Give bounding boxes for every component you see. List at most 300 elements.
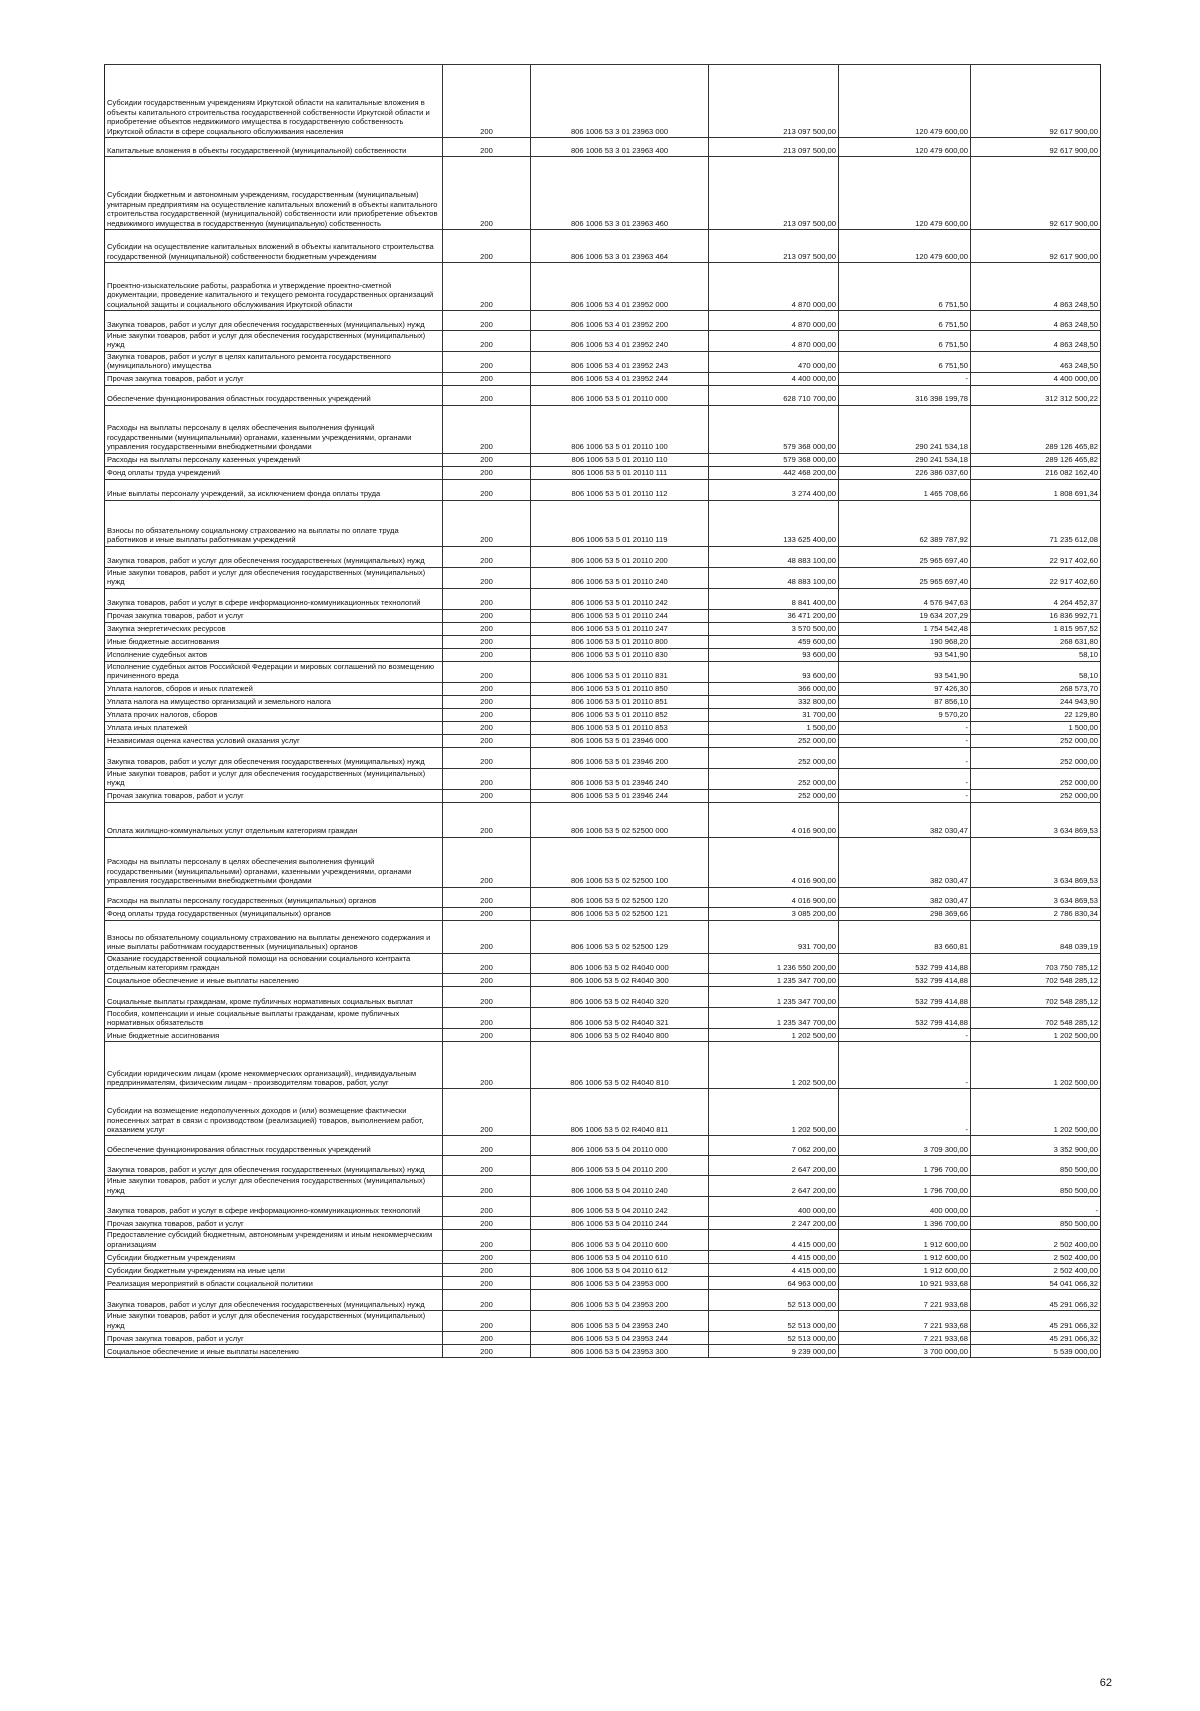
cell-approved: 31 700,00 — [709, 708, 839, 721]
cell-name: Уплата иных платежей — [105, 721, 443, 734]
cell-executed: - — [839, 1029, 971, 1042]
cell-cat: 200 — [443, 65, 531, 138]
cell-remainder: 850 500,00 — [971, 1176, 1101, 1197]
table-row — [105, 648, 1101, 661]
cell-executed: 400 000,00 — [839, 1197, 971, 1217]
cell-cat: 200 — [443, 1311, 531, 1332]
cell-approved: 52 513 000,00 — [709, 1332, 839, 1345]
cell-name: Субсидии бюджетным и автономным учреждениям, государственным (муниципальным) унитарным предприятиям на осуществление капитальных вложений в объекты капитального строительства государственной (муниципальной) собственности или приобретение объектов недвижимого имущества в государственную (муниципальную) собственность — [105, 157, 443, 230]
cell-cat: 200 — [443, 138, 531, 157]
cell-name: Расходы на выплаты персоналу в целях обеспечения выполнения функций государственными (муниципальными) органами, казенными учреждениями, органами управления государственными внебюджетными фондами — [105, 837, 443, 887]
cell-name: Иные бюджетные ассигнования — [105, 1029, 443, 1042]
cell-name: Обеспечение функционирования областных государственных учреждений — [105, 385, 443, 405]
table-row — [105, 230, 1101, 263]
cell-executed: 83 660,81 — [839, 920, 971, 953]
cell-executed: 532 799 414,88 — [839, 987, 971, 1008]
cell-approved: 8 841 400,00 — [709, 588, 839, 609]
cell-code: 806 1006 53 5 01 20110 850 — [531, 682, 709, 695]
cell-name: Уплата налогов, сборов и иных платежей — [105, 682, 443, 695]
cell-remainder: 2 502 400,00 — [971, 1264, 1101, 1277]
cell-name: Уплата прочих налогов, сборов — [105, 708, 443, 721]
cell-executed: 6 751,50 — [839, 351, 971, 372]
cell-remainder: 252 000,00 — [971, 747, 1101, 768]
cell-name: Закупка товаров, работ и услуг для обеспечения государственных (муниципальных) нужд — [105, 1290, 443, 1311]
cell-approved: 7 062 200,00 — [709, 1136, 839, 1156]
cell-remainder: 268 631,80 — [971, 635, 1101, 648]
cell-cat: 200 — [443, 453, 531, 466]
table-row — [105, 708, 1101, 721]
cell-executed: - — [839, 1042, 971, 1089]
cell-code: 806 1006 53 5 02 52500 121 — [531, 907, 709, 920]
cell-code: 806 1006 53 5 02 R4040 811 — [531, 1089, 709, 1136]
cell-approved: 1 202 500,00 — [709, 1089, 839, 1136]
cell-code: 806 1006 53 5 01 23946 200 — [531, 747, 709, 768]
cell-executed: 97 426,30 — [839, 682, 971, 695]
cell-executed: 1 796 700,00 — [839, 1156, 971, 1176]
cell-cat: 200 — [443, 974, 531, 987]
cell-executed: - — [839, 372, 971, 385]
cell-executed: 4 576 947,63 — [839, 588, 971, 609]
cell-code: 806 1006 53 5 01 23946 244 — [531, 789, 709, 802]
cell-cat: 200 — [443, 385, 531, 405]
table-row — [105, 953, 1101, 974]
table-body — [105, 65, 1101, 1358]
table-row — [105, 1042, 1101, 1089]
table-row — [105, 734, 1101, 747]
cell-code: 806 1006 53 5 01 20110 242 — [531, 588, 709, 609]
cell-name: Закупка товаров, работ и услуг в целях капитального ремонта государственного (муниципального) имущества — [105, 351, 443, 372]
cell-name: Пособия, компенсации и иные социальные выплаты гражданам, кроме публичных нормативных обязательств — [105, 1008, 443, 1029]
cell-code: 806 1006 53 5 01 20110 247 — [531, 622, 709, 635]
cell-remainder: 702 548 285,12 — [971, 987, 1101, 1008]
cell-name: Исполнение судебных актов Российской Федерации и мировых соглашений по возмещению причиненного вреда — [105, 661, 443, 682]
cell-executed: 532 799 414,88 — [839, 974, 971, 987]
cell-approved: 252 000,00 — [709, 768, 839, 789]
cell-cat: 200 — [443, 405, 531, 453]
cell-remainder: 1 202 500,00 — [971, 1089, 1101, 1136]
table-row — [105, 1345, 1101, 1358]
cell-approved: 2 247 200,00 — [709, 1217, 839, 1230]
table-row — [105, 311, 1101, 331]
cell-cat: 200 — [443, 479, 531, 500]
cell-remainder: 702 548 285,12 — [971, 974, 1101, 987]
cell-cat: 200 — [443, 1251, 531, 1264]
cell-executed: 10 921 933,68 — [839, 1277, 971, 1290]
cell-approved: 52 513 000,00 — [709, 1311, 839, 1332]
cell-approved: 442 468 200,00 — [709, 466, 839, 479]
cell-remainder: 2 502 400,00 — [971, 1251, 1101, 1264]
cell-remainder: 4 400 000,00 — [971, 372, 1101, 385]
cell-remainder: 268 573,70 — [971, 682, 1101, 695]
cell-remainder: 92 617 900,00 — [971, 138, 1101, 157]
table-row — [105, 453, 1101, 466]
cell-approved: 366 000,00 — [709, 682, 839, 695]
cell-name: Расходы на выплаты персоналу государственных (муниципальных) органов — [105, 887, 443, 907]
cell-code: 806 1006 53 5 02 R4040 000 — [531, 953, 709, 974]
cell-cat: 200 — [443, 1008, 531, 1029]
cell-executed: 25 965 697,40 — [839, 567, 971, 588]
cell-remainder: 289 126 465,82 — [971, 405, 1101, 453]
table-row — [105, 1176, 1101, 1197]
table-row — [105, 500, 1101, 546]
cell-code: 806 1006 53 4 01 23952 200 — [531, 311, 709, 331]
cell-code: 806 1006 53 5 04 20110 612 — [531, 1264, 709, 1277]
cell-remainder: 216 082 162,40 — [971, 466, 1101, 479]
cell-approved: 4 870 000,00 — [709, 331, 839, 352]
cell-name: Субсидии государственным учреждениям Иркутской области на капитальные вложения в объекты капитального строительства государственной собственности Иркутской области и приобретение объектов недвижимого имущества в государственную собственность Иркутской области в сфере социального обслуживания населения — [105, 65, 443, 138]
cell-name: Субсидии бюджетным учреждениям на иные цели — [105, 1264, 443, 1277]
cell-approved: 52 513 000,00 — [709, 1290, 839, 1311]
cell-cat: 200 — [443, 622, 531, 635]
cell-cat: 200 — [443, 1290, 531, 1311]
cell-cat: 200 — [443, 1332, 531, 1345]
cell-name: Субсидии юридическим лицам (кроме некоммерческих организаций), индивидуальным предпринимателям, физическим лицам - производителям товаров, работ, услуг — [105, 1042, 443, 1089]
cell-approved: 213 097 500,00 — [709, 65, 839, 138]
cell-name: Прочая закупка товаров, работ и услуг — [105, 1217, 443, 1230]
cell-approved: 3 085 200,00 — [709, 907, 839, 920]
table-row — [105, 331, 1101, 352]
table-row — [105, 802, 1101, 837]
cell-code: 806 1006 53 5 02 R4040 320 — [531, 987, 709, 1008]
table-row — [105, 138, 1101, 157]
cell-cat: 200 — [443, 1264, 531, 1277]
cell-name: Иные закупки товаров, работ и услуг для обеспечения государственных (муниципальных) нужд — [105, 768, 443, 789]
table-row — [105, 789, 1101, 802]
cell-approved: 3 274 400,00 — [709, 479, 839, 500]
cell-executed: 120 479 600,00 — [839, 138, 971, 157]
cell-remainder: 1 500,00 — [971, 721, 1101, 734]
cell-name: Прочая закупка товаров, работ и услуг — [105, 609, 443, 622]
cell-code: 806 1006 53 5 04 20110 244 — [531, 1217, 709, 1230]
table-row — [105, 987, 1101, 1008]
table-row — [105, 747, 1101, 768]
cell-code: 806 1006 53 5 01 20110 852 — [531, 708, 709, 721]
cell-code: 806 1006 53 5 01 20110 851 — [531, 695, 709, 708]
cell-cat: 200 — [443, 837, 531, 887]
cell-remainder: 244 943,90 — [971, 695, 1101, 708]
cell-executed: 298 369,66 — [839, 907, 971, 920]
cell-code: 806 1006 53 5 01 23946 240 — [531, 768, 709, 789]
cell-remainder: 58,10 — [971, 661, 1101, 682]
cell-code: 806 1006 53 5 02 52500 000 — [531, 802, 709, 837]
cell-name: Закупка товаров, работ и услуг для обеспечения государственных (муниципальных) нужд — [105, 747, 443, 768]
cell-name: Расходы на выплаты персоналу в целях обеспечения выполнения функций государственными (муниципальными) органами, казенными учреждениями, органами управления государственными внебюджетными фондами — [105, 405, 443, 453]
cell-cat: 200 — [443, 263, 531, 311]
budget-execution-table — [104, 64, 1101, 1358]
cell-name: Иные закупки товаров, работ и услуг для обеспечения государственных (муниципальных) нужд — [105, 1311, 443, 1332]
cell-code: 806 1006 53 5 01 20110 111 — [531, 466, 709, 479]
table-row — [105, 1136, 1101, 1156]
cell-approved: 252 000,00 — [709, 789, 839, 802]
cell-remainder: 3 634 869,53 — [971, 802, 1101, 837]
cell-remainder: 252 000,00 — [971, 789, 1101, 802]
cell-cat: 200 — [443, 331, 531, 352]
cell-approved: 1 202 500,00 — [709, 1042, 839, 1089]
table-row — [105, 65, 1101, 138]
table-row — [105, 1332, 1101, 1345]
cell-cat: 200 — [443, 372, 531, 385]
cell-code: 806 1006 53 5 01 20110 110 — [531, 453, 709, 466]
table-row — [105, 385, 1101, 405]
cell-code: 806 1006 53 3 01 23963 000 — [531, 65, 709, 138]
cell-code: 806 1006 53 5 04 23953 200 — [531, 1290, 709, 1311]
cell-code: 806 1006 53 4 01 23952 000 — [531, 263, 709, 311]
cell-executed: 120 479 600,00 — [839, 230, 971, 263]
cell-cat: 200 — [443, 466, 531, 479]
cell-cat: 200 — [443, 1345, 531, 1358]
cell-remainder: 58,10 — [971, 648, 1101, 661]
cell-executed: - — [839, 1089, 971, 1136]
table-row — [105, 1230, 1101, 1251]
cell-executed: 1 796 700,00 — [839, 1176, 971, 1197]
table-row — [105, 1264, 1101, 1277]
cell-remainder: 4 264 452,37 — [971, 588, 1101, 609]
cell-remainder: 54 041 066,32 — [971, 1277, 1101, 1290]
cell-name: Закупка товаров, работ и услуг в сфере информационно-коммуникационных технологий — [105, 588, 443, 609]
cell-executed: 316 398 199,78 — [839, 385, 971, 405]
cell-remainder: 71 235 612,08 — [971, 500, 1101, 546]
cell-code: 806 1006 53 5 02 R4040 800 — [531, 1029, 709, 1042]
cell-cat: 200 — [443, 311, 531, 331]
cell-name: Социальные выплаты гражданам, кроме публичных нормативных социальных выплат — [105, 987, 443, 1008]
table-row — [105, 920, 1101, 953]
cell-approved: 1 235 347 700,00 — [709, 974, 839, 987]
cell-cat: 200 — [443, 1176, 531, 1197]
cell-name: Независимая оценка качества условий оказания услуг — [105, 734, 443, 747]
cell-approved: 252 000,00 — [709, 734, 839, 747]
cell-approved: 4 016 900,00 — [709, 887, 839, 907]
cell-name: Капитальные вложения в объекты государственной (муниципальной) собственности — [105, 138, 443, 157]
cell-cat: 200 — [443, 1136, 531, 1156]
cell-name: Иные выплаты персоналу учреждений, за исключением фонда оплаты труда — [105, 479, 443, 500]
cell-executed: 62 389 787,92 — [839, 500, 971, 546]
cell-cat: 200 — [443, 157, 531, 230]
cell-name: Взносы по обязательному социальному страхованию на выплаты денежного содержания и иные выплаты работникам государственных (муниципальных) органов — [105, 920, 443, 953]
cell-executed: 19 634 207,29 — [839, 609, 971, 622]
cell-remainder: 252 000,00 — [971, 734, 1101, 747]
cell-cat: 200 — [443, 987, 531, 1008]
cell-approved: 470 000,00 — [709, 351, 839, 372]
table-row — [105, 405, 1101, 453]
cell-executed: 290 241 534,18 — [839, 405, 971, 453]
cell-code: 806 1006 53 5 01 20110 112 — [531, 479, 709, 500]
cell-approved: 4 415 000,00 — [709, 1230, 839, 1251]
cell-approved: 36 471 200,00 — [709, 609, 839, 622]
cell-remainder: 703 750 785,12 — [971, 953, 1101, 974]
cell-cat: 200 — [443, 609, 531, 622]
cell-name: Социальное обеспечение и иные выплаты населению — [105, 1345, 443, 1358]
cell-code: 806 1006 53 5 02 R4040 300 — [531, 974, 709, 987]
table-row — [105, 887, 1101, 907]
cell-remainder: 312 312 500,22 — [971, 385, 1101, 405]
cell-remainder: 22 917 402,60 — [971, 567, 1101, 588]
cell-approved: 3 570 500,00 — [709, 622, 839, 635]
cell-approved: 4 016 900,00 — [709, 802, 839, 837]
cell-name: Иные закупки товаров, работ и услуг для обеспечения государственных (муниципальных) нужд — [105, 1176, 443, 1197]
cell-approved: 579 368 000,00 — [709, 453, 839, 466]
cell-executed: 190 968,20 — [839, 635, 971, 648]
cell-cat: 200 — [443, 1277, 531, 1290]
cell-name: Оказание государственной социальной помощи на основании социального контракта отдельным категориям граждан — [105, 953, 443, 974]
cell-code: 806 1006 53 5 04 20110 242 — [531, 1197, 709, 1217]
cell-approved: 1 500,00 — [709, 721, 839, 734]
cell-executed: 1 912 600,00 — [839, 1251, 971, 1264]
table-row — [105, 1217, 1101, 1230]
cell-executed: 1 912 600,00 — [839, 1264, 971, 1277]
cell-cat: 200 — [443, 789, 531, 802]
cell-remainder: 4 863 248,50 — [971, 311, 1101, 331]
cell-code: 806 1006 53 5 01 20110 119 — [531, 500, 709, 546]
table-row — [105, 1290, 1101, 1311]
cell-executed: 7 221 933,68 — [839, 1311, 971, 1332]
cell-code: 806 1006 53 5 01 20110 240 — [531, 567, 709, 588]
table-row — [105, 479, 1101, 500]
cell-approved: 213 097 500,00 — [709, 157, 839, 230]
cell-approved: 48 883 100,00 — [709, 567, 839, 588]
cell-remainder: 850 500,00 — [971, 1156, 1101, 1176]
cell-executed: 7 221 933,68 — [839, 1290, 971, 1311]
cell-approved: 9 239 000,00 — [709, 1345, 839, 1358]
cell-cat: 200 — [443, 734, 531, 747]
cell-approved: 93 600,00 — [709, 648, 839, 661]
table-row — [105, 974, 1101, 987]
cell-executed: 9 570,20 — [839, 708, 971, 721]
cell-name: Закупка товаров, работ и услуг для обеспечения государственных (муниципальных) нужд — [105, 1156, 443, 1176]
table-row — [105, 695, 1101, 708]
cell-cat: 200 — [443, 648, 531, 661]
cell-name: Субсидии бюджетным учреждениям — [105, 1251, 443, 1264]
cell-approved: 459 600,00 — [709, 635, 839, 648]
cell-approved: 213 097 500,00 — [709, 138, 839, 157]
cell-name: Закупка товаров, работ и услуг для обеспечения государственных (муниципальных) нужд — [105, 546, 443, 567]
cell-cat: 200 — [443, 920, 531, 953]
table-row — [105, 1251, 1101, 1264]
cell-cat: 200 — [443, 887, 531, 907]
cell-approved: 579 368 000,00 — [709, 405, 839, 453]
cell-approved: 48 883 100,00 — [709, 546, 839, 567]
cell-cat: 200 — [443, 635, 531, 648]
cell-executed: - — [839, 747, 971, 768]
cell-cat: 200 — [443, 907, 531, 920]
cell-approved: 400 000,00 — [709, 1197, 839, 1217]
table-row — [105, 837, 1101, 887]
cell-executed: 6 751,50 — [839, 331, 971, 352]
cell-remainder: 4 863 248,50 — [971, 331, 1101, 352]
cell-approved: 4 870 000,00 — [709, 263, 839, 311]
cell-name: Взносы по обязательному социальному страхованию на выплаты по оплате труда работников и иные выплаты работникам учреждений — [105, 500, 443, 546]
cell-remainder: 92 617 900,00 — [971, 65, 1101, 138]
cell-remainder: 3 634 869,53 — [971, 837, 1101, 887]
cell-approved: 252 000,00 — [709, 747, 839, 768]
cell-approved: 1 202 500,00 — [709, 1029, 839, 1042]
table-row — [105, 567, 1101, 588]
cell-code: 806 1006 53 5 01 20110 831 — [531, 661, 709, 682]
cell-cat: 200 — [443, 695, 531, 708]
cell-name: Социальное обеспечение и иные выплаты населению — [105, 974, 443, 987]
cell-cat: 200 — [443, 802, 531, 837]
cell-executed: 382 030,47 — [839, 802, 971, 837]
cell-code: 806 1006 53 3 01 23963 460 — [531, 157, 709, 230]
cell-executed: 3 709 300,00 — [839, 1136, 971, 1156]
cell-name: Обеспечение функционирования областных государственных учреждений — [105, 1136, 443, 1156]
cell-code: 806 1006 53 5 04 20110 610 — [531, 1251, 709, 1264]
table-row — [105, 466, 1101, 479]
cell-cat: 200 — [443, 661, 531, 682]
cell-remainder: 2 502 400,00 — [971, 1230, 1101, 1251]
cell-name: Закупка товаров, работ и услуг в сфере информационно-коммуникационных технологий — [105, 1197, 443, 1217]
table-row — [105, 263, 1101, 311]
cell-code: 806 1006 53 5 04 20110 240 — [531, 1176, 709, 1197]
cell-executed: 93 541,90 — [839, 648, 971, 661]
cell-remainder: 289 126 465,82 — [971, 453, 1101, 466]
table-row — [105, 1156, 1101, 1176]
cell-name: Иные бюджетные ассигнования — [105, 635, 443, 648]
cell-remainder: 848 039,19 — [971, 920, 1101, 953]
cell-executed: - — [839, 721, 971, 734]
cell-code: 806 1006 53 5 02 52500 129 — [531, 920, 709, 953]
cell-name: Исполнение судебных актов — [105, 648, 443, 661]
table-row — [105, 635, 1101, 648]
cell-name: Расходы на выплаты персоналу казенных учреждений — [105, 453, 443, 466]
table-row — [105, 1008, 1101, 1029]
cell-executed: 1 912 600,00 — [839, 1230, 971, 1251]
cell-executed: 1 396 700,00 — [839, 1217, 971, 1230]
cell-approved: 332 800,00 — [709, 695, 839, 708]
cell-cat: 200 — [443, 1197, 531, 1217]
cell-name: Прочая закупка товаров, работ и услуг — [105, 1332, 443, 1345]
cell-remainder: 45 291 066,32 — [971, 1290, 1101, 1311]
cell-approved: 213 097 500,00 — [709, 230, 839, 263]
cell-code: 806 1006 53 3 01 23963 464 — [531, 230, 709, 263]
cell-code: 806 1006 53 5 04 23953 000 — [531, 1277, 709, 1290]
cell-executed: 120 479 600,00 — [839, 157, 971, 230]
cell-cat: 200 — [443, 1217, 531, 1230]
cell-executed: 382 030,47 — [839, 837, 971, 887]
table-row — [105, 1029, 1101, 1042]
cell-approved: 1 235 347 700,00 — [709, 1008, 839, 1029]
cell-remainder: 92 617 900,00 — [971, 230, 1101, 263]
cell-executed: 290 241 534,18 — [839, 453, 971, 466]
cell-remainder: 45 291 066,32 — [971, 1311, 1101, 1332]
cell-cat: 200 — [443, 500, 531, 546]
cell-cat: 200 — [443, 953, 531, 974]
cell-remainder: 850 500,00 — [971, 1217, 1101, 1230]
cell-cat: 200 — [443, 1089, 531, 1136]
cell-remainder: 5 539 000,00 — [971, 1345, 1101, 1358]
page-number: 62 — [1099, 1677, 1112, 1689]
cell-executed: - — [839, 734, 971, 747]
cell-executed: 6 751,50 — [839, 311, 971, 331]
cell-remainder: 2 786 830,34 — [971, 907, 1101, 920]
cell-remainder: 1 202 500,00 — [971, 1042, 1101, 1089]
cell-code: 806 1006 53 5 04 20110 600 — [531, 1230, 709, 1251]
cell-executed: 3 700 000,00 — [839, 1345, 971, 1358]
cell-cat: 200 — [443, 747, 531, 768]
cell-remainder: 702 548 285,12 — [971, 1008, 1101, 1029]
cell-approved: 1 235 347 700,00 — [709, 987, 839, 1008]
cell-code: 806 1006 53 5 01 20110 000 — [531, 385, 709, 405]
cell-executed: 1 754 542,48 — [839, 622, 971, 635]
cell-code: 806 1006 53 5 02 52500 120 — [531, 887, 709, 907]
table-row — [105, 1197, 1101, 1217]
cell-name: Иные закупки товаров, работ и услуг для обеспечения государственных (муниципальных) нужд — [105, 567, 443, 588]
cell-executed: 7 221 933,68 — [839, 1332, 971, 1345]
cell-name: Уплата налога на имущество организаций и земельного налога — [105, 695, 443, 708]
cell-name: Закупка энергетических ресурсов — [105, 622, 443, 635]
cell-code: 806 1006 53 4 01 23952 240 — [531, 331, 709, 352]
cell-executed: 532 799 414,88 — [839, 953, 971, 974]
cell-code: 806 1006 53 5 01 20110 830 — [531, 648, 709, 661]
